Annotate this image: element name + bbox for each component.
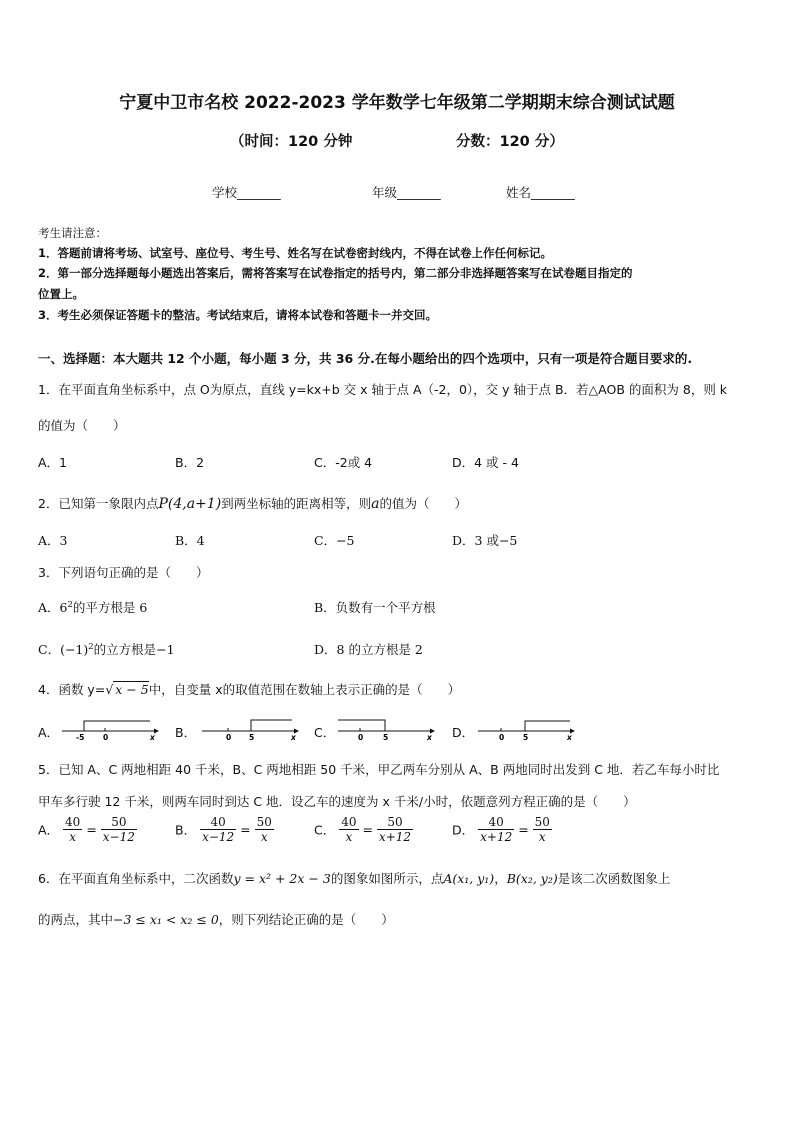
notice-item: 3．考生必须保证答题卡的整洁。考试结束后，请将本试卷和答题卡一并交回。: [38, 308, 437, 322]
q6-pre: 6．在平面直角坐标系中，二次函数: [38, 871, 234, 886]
q2-option-d[interactable]: D．3 或−5: [452, 533, 518, 548]
numerator: 50: [534, 815, 550, 829]
numerator: 40: [65, 815, 81, 829]
section-heading: 一、选择题：本大题共 12 个小题，每小题 3 分，共 36 分.在每小题给出的四个选项中，只有一项是符合题目要求的.: [38, 351, 693, 366]
question-6-stem: [38, 869, 670, 887]
numerator: 50: [101, 815, 137, 830]
question-5-stem: 5．已知 A、C 两地相距 40 千米，B、C 两地相距 50 千米，甲乙两车分别从 A、B 两地同时出发到 C 地．若乙车每小时比: [38, 762, 720, 777]
tick-label: 5: [383, 733, 389, 742]
question-3-stem: 3．下列语句正确的是（ ）: [38, 565, 209, 580]
name-field[interactable]: 姓名_______: [506, 185, 575, 200]
q2-option-a[interactable]: A．3: [38, 533, 68, 548]
axis-label: x: [291, 733, 296, 742]
q4-option-c-numberline[interactable]: [338, 716, 438, 746]
question-5-stem-cont: 甲车多行驶 12 千米，则两车同时到达 C 地．设乙车的速度为 x 千米/小时，依题意列方程正确的是（ ）: [38, 794, 636, 809]
q4-option-c-label[interactable]: C．: [314, 725, 336, 740]
q3-option-a[interactable]: [38, 598, 147, 616]
q1-option-a[interactable]: A．1: [38, 455, 68, 470]
numerator: 50: [256, 815, 272, 829]
q5-option-a[interactable]: A． $\frac{40}{x}$ = $\frac{50}{x-12}$: [38, 815, 135, 844]
q3-option-c-text: 的立方根是−1: [93, 642, 175, 657]
q2-pre: 2．已知第一象限内点: [38, 496, 159, 511]
axis-label: x: [567, 733, 572, 742]
fraction: [377, 815, 413, 844]
q5-option-b-label: B．: [175, 822, 197, 838]
q6-condition: −3 ≤ x₁ < x₂ ≤ 0: [113, 912, 219, 927]
q6-line2-pre: 的两点，其中: [38, 912, 114, 927]
axis-label: x: [427, 733, 432, 742]
numerator: 40: [478, 815, 514, 830]
fraction: [533, 815, 552, 844]
q2-mid: 到两坐标轴的距离相等，则: [221, 496, 372, 511]
q1-option-d[interactable]: D．4 或 - 4: [452, 455, 519, 470]
q6-line2-post: ，则下列结论正确的是（ ）: [218, 912, 394, 927]
q4-option-b-numberline[interactable]: [202, 716, 302, 746]
question-1-stem-cont: 的值为（ ）: [38, 418, 126, 433]
q5-option-b[interactable]: B． $\frac{40}{x-12}$ = $\frac{50}{x}$: [175, 815, 272, 844]
question-1-stem: 1．在平面直角坐标系中，点 O为原点，直线 y=kx+b 交 x 轴于点 A（-2，0），交 y 轴于点 B．若△AOB 的面积为 8，则 k: [38, 382, 728, 397]
q4-option-a-numberline[interactable]: [62, 716, 162, 746]
notice-heading: 考生请注意：: [38, 226, 107, 240]
notice-item: 2．第一部分选择题每小题选出答案后，需将答案写在试卷指定的括号内，第二部分非选择题答案写在试卷题目指定的: [38, 266, 633, 280]
question-6-stem-cont: [38, 910, 394, 928]
q2-option-b[interactable]: B．4: [175, 533, 205, 548]
q4-option-d-numberline[interactable]: [478, 716, 578, 746]
q2-point: P(4,a+1): [158, 496, 222, 512]
tick-label: 0: [103, 733, 109, 742]
fraction: [101, 815, 137, 844]
tick-label: 0: [358, 733, 364, 742]
q5-option-c[interactable]: C． $\frac{40}{x}$ = $\frac{50}{x+12}$: [314, 815, 412, 844]
q5-option-d-label: D．: [452, 822, 475, 838]
q4-post: 中，自变量 x的取值范围在数轴上表示正确的是（ ）: [148, 682, 461, 697]
q5-option-c-label: C．: [314, 822, 336, 838]
tick-label: 5: [523, 733, 529, 742]
grade-field[interactable]: 年级_______: [372, 185, 441, 200]
q4-option-d-label[interactable]: D．: [452, 725, 475, 740]
q3-option-a-base: A．6: [38, 600, 68, 615]
q5-option-a-label: A．: [38, 822, 60, 838]
fraction: [478, 815, 514, 844]
q2-option-c[interactable]: C．−5: [314, 533, 355, 548]
numerator: 50: [377, 815, 413, 830]
q6-point-b: B(x₂, y₂): [506, 871, 558, 886]
q3-option-a-exp: 2: [67, 599, 73, 610]
q5-option-d[interactable]: D． $\frac{40}{x+12}$ = $\frac{50}{x}$: [452, 815, 550, 844]
school-field[interactable]: 学校_______: [212, 185, 281, 200]
q3-option-b[interactable]: B．负数有一个平方根: [314, 600, 436, 615]
q4-option-a-label[interactable]: A．: [38, 725, 60, 740]
q6-point-a: A(x₁, y₁): [443, 871, 495, 886]
page-title: 宁夏中卫市名校 2022-2023 学年数学七年级第二学期期末综合测试试题: [119, 93, 675, 113]
fraction: [63, 815, 82, 844]
q4-pre: 4．函数 y=: [38, 682, 106, 697]
fraction: [200, 815, 236, 844]
q6-function: y = x² + 2x − 3: [233, 871, 331, 886]
denominator: x: [345, 830, 353, 844]
fraction: [339, 815, 358, 844]
denominator: x+12: [480, 830, 513, 844]
numerator: 40: [341, 815, 357, 829]
tick-label: 5: [249, 733, 255, 742]
denominator: x: [69, 830, 77, 844]
q4-radicand: x − 5: [115, 682, 149, 697]
notice-item: 1．答题前请将考场、试室号、座位号、考生号、姓名写在试卷密封线内，不得在试卷上作任何标记。: [38, 246, 552, 260]
tick-label: 0: [226, 733, 232, 742]
question-4-stem: 4．函数 y=√ x − 5中，自变量 x的取值范围在数轴上表示正确的是（ ）: [38, 682, 461, 697]
q3-option-d[interactable]: D．8 的立方根是 2: [314, 642, 423, 657]
denominator: x+12: [378, 830, 412, 844]
denominator: x−12: [102, 830, 135, 844]
q6-separator: ，: [494, 871, 507, 886]
q6-mid: 的图象如图所示，点: [330, 871, 444, 886]
exam-time: （时间：120 分钟: [230, 134, 353, 150]
numerator: 40: [200, 815, 236, 830]
q3-option-c-exp: 2: [88, 641, 94, 652]
notice-item: 位置上。: [38, 287, 84, 301]
q4-option-b-label[interactable]: B．: [175, 725, 197, 740]
q3-option-c[interactable]: [38, 640, 175, 658]
tick-label: -5: [76, 733, 85, 742]
q2-var: a: [371, 496, 380, 512]
denominator: x: [538, 830, 546, 844]
denominator: x−12: [202, 830, 235, 844]
q6-post: 是该二次函数图象上: [557, 871, 671, 886]
tick-label: 0: [499, 733, 505, 742]
q3-option-a-text: 的平方根是 6: [72, 600, 148, 615]
q1-option-b[interactable]: B．2: [175, 455, 205, 470]
q3-option-c-base: C．(−1): [38, 642, 89, 657]
q2-post: 的值为（ ）: [379, 496, 468, 511]
fraction: [255, 815, 274, 844]
denominator: x: [260, 830, 268, 844]
q1-option-c[interactable]: C．-2或 4: [314, 455, 373, 470]
axis-label: x: [150, 733, 155, 742]
question-2-stem: [38, 494, 467, 512]
exam-score: 分数：120 分）: [456, 134, 564, 150]
